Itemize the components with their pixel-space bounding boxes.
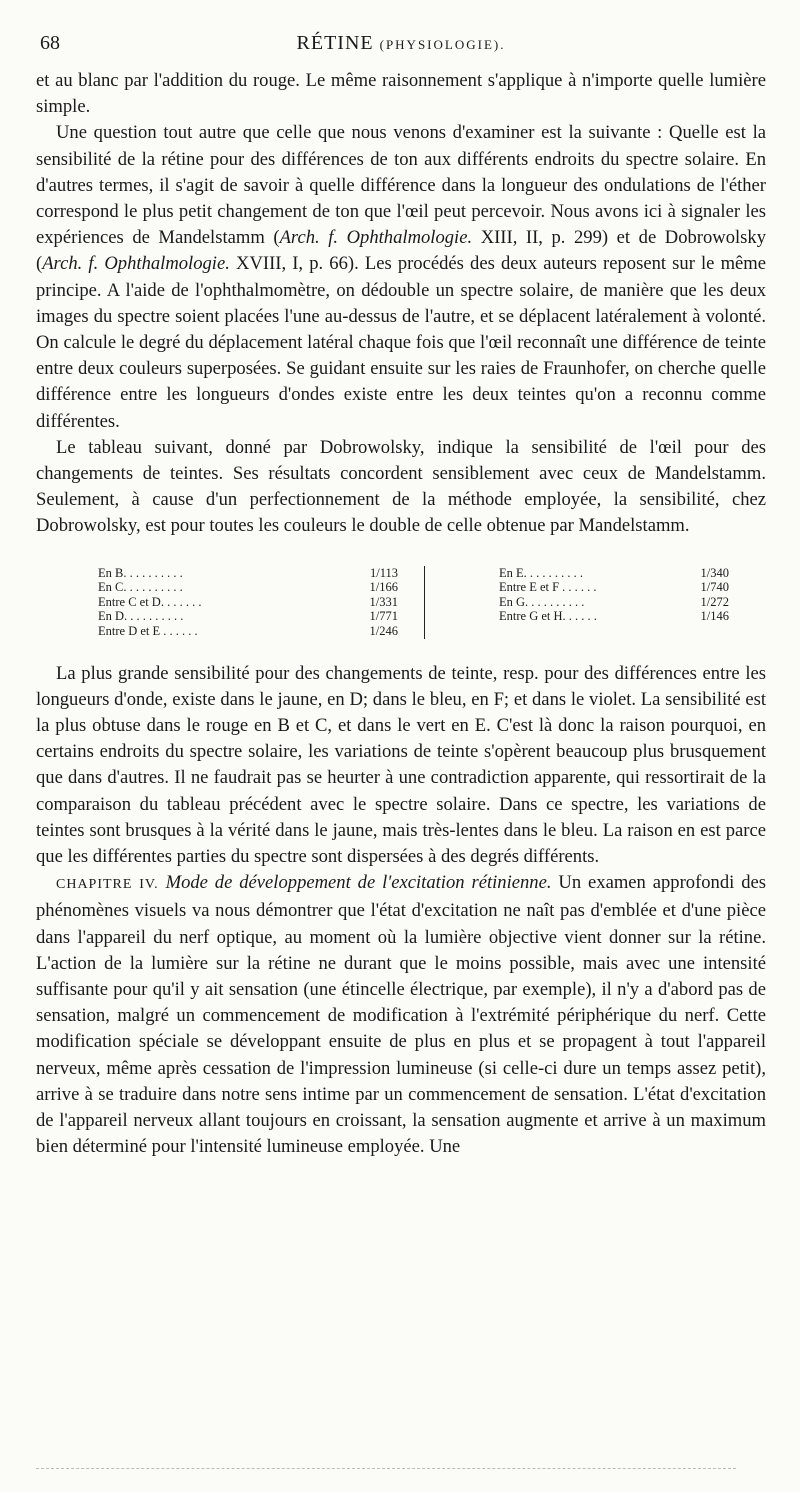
table-row: [98, 595, 398, 610]
row-value: 1/340: [700, 565, 729, 580]
table-row: [98, 624, 398, 639]
page-number: 68: [40, 32, 60, 54]
journal-reference-2: Arch. f. Ophthalmologie.: [42, 253, 230, 275]
row-value: 1/272: [700, 594, 729, 609]
table-row: [98, 566, 398, 581]
row-label: En D. . . . . . . . . .: [98, 609, 184, 624]
running-header: [36, 28, 766, 62]
sensitivity-table: [98, 566, 738, 639]
table-row: [98, 609, 398, 624]
row-value: 1/166: [369, 580, 398, 595]
table-row: [499, 580, 729, 595]
row-value: 1/331: [369, 594, 398, 609]
row-label: Entre E et F . . . . . .: [499, 580, 597, 595]
paragraph-2-part-a: Une question tout autre que celle que nous venons d'examiner est la suivante : Quelle est la sensibilité de la rétine pour des différences de ton aux différents endroits du spectre solaire. En d'autres termes, il s'agit de savoir à quelle différence dans la longueur des ondulations de l'éther correspond le plus petit changement de ton que l'œil peut percevoir. Nous avons ici à signaler les expériences de Mandelstamm (: [36, 122, 766, 249]
row-label: Entre G et H. . . . . .: [499, 609, 597, 624]
paragraph-2-part-c: XVIII, I, p. 66). Les procédés des deux auteurs reposent sur le même principe. A l'aide de l'ophthalmomètre, on dédouble un spectre solaire, de manière que les deux images du spectre soient placées l'une au-dessus de l'autre, et se déplacent latéralement à volonté. On calcule le degré du déplacement latéral chaque fois que l'œil reconnaît une différence de teinte entre deux couleurs superposées. Se guidant ensuite sur les raies de Fraunhofer, on cherche quelle différence entre les longueurs d'ondes existe entre les deux teintes qu'on a reconnu comme différentes.: [36, 253, 766, 432]
table-row: [98, 580, 398, 595]
row-label: En E. . . . . . . . . .: [499, 565, 584, 580]
table-column-left: [98, 566, 425, 639]
row-label: Entre D et E . . . . . .: [98, 624, 198, 639]
row-label: En C. . . . . . . . . .: [98, 580, 183, 595]
table-row: [499, 595, 729, 610]
paragraph-2: [36, 120, 766, 434]
row-value: 1/771: [369, 609, 398, 624]
row-value: 1/113: [369, 565, 398, 580]
journal-reference-1: Arch. f. Ophthalmologie.: [279, 227, 473, 249]
table-column-right: [425, 566, 729, 639]
paragraph-3: Le tableau suivant, donné par Dobrowolsky, indique la sensibilité de l'œil pour des changements de teintes. Ses résultats concordent sensiblement avec ceux de Mandelstamm. Seulement, à cause d'un perfectionnement de la méthode employée, la sensibilité, chez Dobrowolsky, est pour toutes les couleurs le double de celle obtenue par Mandelstamm.: [36, 436, 766, 537]
row-value: 1/740: [700, 580, 729, 595]
running-title-sub: (PHYSIOLOGIE).: [379, 37, 506, 52]
row-label: En G. . . . . . . . . .: [499, 594, 585, 609]
row-value: 1/246: [369, 624, 398, 639]
table-row: [499, 609, 729, 624]
row-label: En B. . . . . . . . . .: [98, 565, 183, 580]
chapter-label: CHAPITRE IV.: [56, 877, 159, 893]
running-title: [36, 32, 766, 55]
row-value: 1/146: [700, 609, 729, 624]
running-title-main: RÉTINE: [296, 32, 374, 54]
paragraph-2-part-b: XIII, II, p. 299) et de Dobrowolsky (: [36, 227, 766, 275]
row-label: Entre C et D. . . . . . .: [98, 594, 202, 609]
paragraph-4: La plus grande sensibilité pour des changements de teinte, resp. pour des différences entre les longueurs d'onde, existe dans le jaune, en D; dans le bleu, en F; et dans le violet. La sensibilité est la plus obtuse dans le rouge en B et C, et dans le vert en E. C'est là donc la raison pourquoi, en certains endroits du spectre solaire, les variations de teinte s'opèrent beaucoup plus brusquement que dans d'autres. Il ne faudrait pas se heurter à une contradiction apparente, qui ressortirait de la comparaison du tableau précédent avec le spectre solaire. Dans ce spectre, les variations de teintes sont brusques à la vérité dans le jaune, mais très-lentes dans le bleu. La raison en est parce que les différentes parties du spectre sont dispersées à des degrés différents.: [36, 662, 766, 868]
chapter-title: Mode de développement de l'excitation rétinienne.: [165, 872, 552, 894]
paragraph-5: [36, 870, 766, 1160]
table-row: [499, 566, 729, 581]
paragraph-1: et au blanc par l'addition du rouge. Le même raisonnement s'applique à n'importe quelle lumière simple.: [36, 70, 766, 118]
paragraph-5-body: Un examen approfondi des phénomènes visuels va nous démontrer que l'état d'excitation ne naît pas d'emblée et d'une pièce dans l'appareil du nerf optique, au moment où la lumière objective vient donner sur la rétine. L'action de la lumière sur la rétine ne durant que le moins possible, mais avec une intensité suffisante pour qu'il y ait sensation (une étincelle électrique, par exemple), il n'y a d'abord pas de sensation, malgré un commencement de modification à l'extrémité périphérique du nerf. Cette modification spéciale se développant ensuite de plus en plus et se propagent à tout l'appareil nerveux, même après cessation de l'impression lumineuse (si celle-ci dure un temps assez petit), arrive à se traduire dans notre sens intime par un commencement de sensation. L'état d'excitation de l'appareil nerveux allant toujours en croissant, la sensation augmente et arrive à un maximum bien déterminé pour l'intensité lumineuse employée. Une: [36, 872, 766, 1158]
bottom-rule: [36, 1468, 736, 1469]
